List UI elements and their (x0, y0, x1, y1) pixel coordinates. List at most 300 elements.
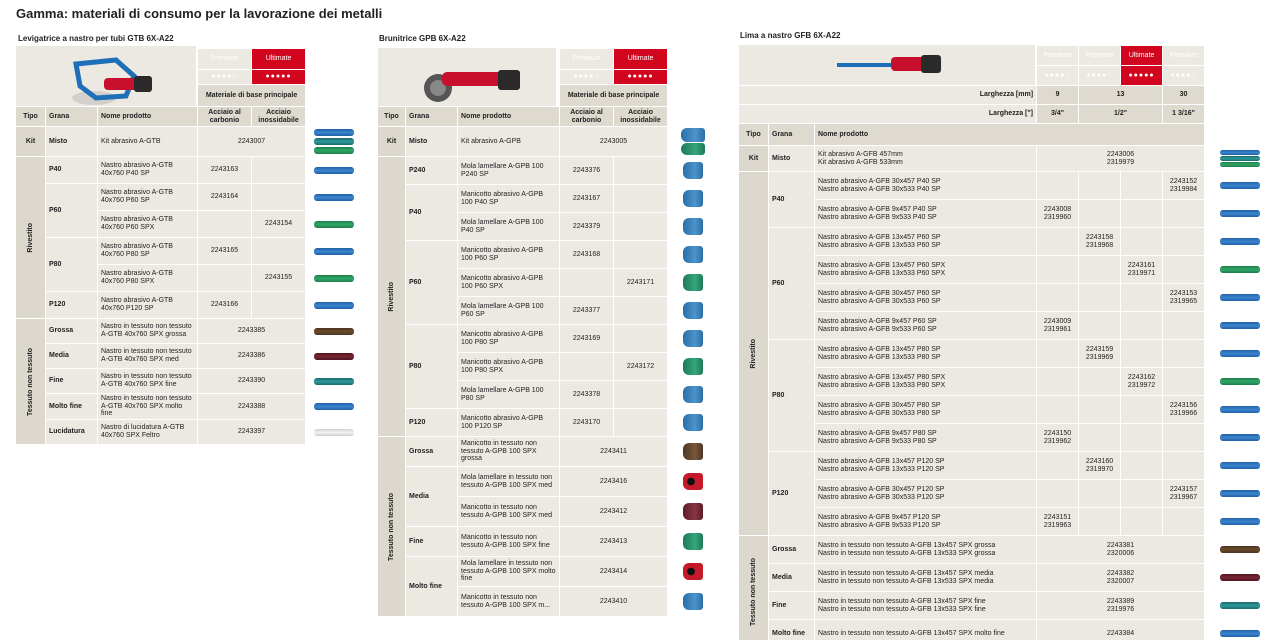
ultimate-code (614, 325, 668, 353)
product-name: Nastro abrasivo A-GFB 30x457 P120 SP Nastro abrasivo A-GFB 30x533 P120 SP (815, 480, 1037, 508)
width-code (1163, 424, 1205, 452)
width-code (1121, 200, 1163, 228)
gpb-section-title: Brunitrice GPB 6X-A22 (379, 34, 466, 43)
table-row (16, 184, 362, 211)
product-image (1205, 564, 1275, 592)
tessuto-label: Tessuto non tessuto (378, 437, 406, 617)
gpb-table (377, 48, 718, 617)
table-row (739, 480, 1275, 508)
product-name: Nastro in tessuto non tessuto A-GFB 13x457 SPX media Nastro in tessuto non tessuto A-GFB 13x533 SPX media (815, 564, 1037, 592)
premium-label: Premium (1163, 46, 1205, 66)
gfb-kit-name: Kit abrasivo A-GFB 457mm Kit abrasivo A-GFB 533mm (815, 146, 1037, 172)
product-image (1205, 536, 1275, 564)
sleeve-icon (683, 473, 703, 490)
grana-cell: Fine (46, 369, 98, 394)
width-code: 2243151 2319963 (1037, 508, 1079, 536)
table-row (378, 557, 718, 587)
premium-code: 2243163 (198, 157, 252, 184)
table-row (739, 200, 1275, 228)
grana-cell: P120 (769, 452, 815, 536)
table-row (378, 437, 718, 467)
gpb-kit-name: Kit abrasivo A-GPB (458, 127, 560, 157)
rivestito-label: Rivestito (16, 157, 46, 319)
nome-header: Nome prodotto (458, 107, 560, 127)
premium-code (560, 269, 614, 297)
product-name: Nastro abrasivo A-GTB 40x760 P60 SP (98, 184, 198, 211)
product-name: Nastro abrasivo A-GTB 40x760 P80 SP (98, 238, 198, 265)
table-row (739, 340, 1275, 368)
product-name: Nastro in tessuto non tessuto A-GTB 40x760 SPX fine (98, 369, 198, 394)
belt-icon (1220, 490, 1260, 497)
width-code (1037, 452, 1079, 480)
grana-cell: P120 (406, 409, 458, 437)
table-row (739, 508, 1275, 536)
product-name: Manicotto abrasivo A-GPB 100 P80 SP (458, 325, 560, 353)
width-code (1037, 340, 1079, 368)
carbonio-header: Acciaio al carbonio (198, 107, 252, 127)
width-code: 2243157 2319967 (1163, 480, 1205, 508)
width-code (1121, 340, 1163, 368)
belt-icon (1220, 378, 1260, 385)
belt-icon (1220, 434, 1260, 441)
product-image (668, 353, 718, 381)
tipo-header: Tipo (739, 124, 769, 146)
product-name: Nastro di lucidatura A-GTB 40x760 SPX Feltro (98, 420, 198, 445)
width-code (1121, 424, 1163, 452)
width-code (1163, 200, 1205, 228)
table-row (378, 185, 718, 213)
page-title: Gamma: materiali di consumo per la lavorazione dei metalli (16, 6, 383, 21)
width-code (1037, 396, 1079, 424)
product-image (668, 157, 718, 185)
gtb-table (15, 48, 362, 445)
product-code: 2243386 (198, 344, 306, 369)
gpb-kit-image (668, 127, 718, 157)
product-name: Nastro abrasivo A-GFB 13x457 P80 SPX Nastro abrasivo A-GFB 13x533 P80 SPX (815, 368, 1037, 396)
table-row (16, 238, 362, 265)
product-name: Nastro abrasivo A-GFB 13x457 P60 SPX Nastro abrasivo A-GFB 13x533 P60 SPX (815, 256, 1037, 284)
grana-cell: P240 (406, 157, 458, 185)
table-row (739, 452, 1275, 480)
product-name: Manicotto in tessuto non tessuto A-GPB 100 SPX grossa (458, 437, 560, 467)
ultimate-code (252, 292, 306, 319)
premium-code: 2243166 (198, 292, 252, 319)
premium-label: Premium (560, 49, 614, 70)
product-image (1205, 508, 1275, 536)
premium-code: 2243168 (560, 241, 614, 269)
grana-cell: Fine (769, 592, 815, 620)
table-row (739, 256, 1275, 284)
gtb-section-title: Levigatrice a nastro per tubi GTB 6X-A22 (18, 34, 174, 43)
gfb-kit-image (1205, 146, 1275, 172)
sleeve-icon (683, 593, 703, 610)
product-code: 2243397 (198, 420, 306, 445)
width-code (1163, 256, 1205, 284)
grana-cell: Fine (406, 527, 458, 557)
width-code (1163, 508, 1205, 536)
width-code (1037, 228, 1079, 256)
tessuto-label: Tessuto non tessuto (16, 319, 46, 445)
belt-icon (314, 429, 354, 436)
premium-code: 2243376 (560, 157, 614, 185)
grana-cell: P80 (46, 238, 98, 292)
nome-header: Nome prodotto (815, 124, 1205, 146)
inox-header: Acciaio inossidabile (614, 107, 668, 127)
ultimate-rating: ●●●●● (1121, 66, 1163, 86)
product-image (668, 325, 718, 353)
carbonio-header: Acciaio al carbonio (560, 107, 614, 127)
product-name: Mola lamellare A-GPB 100 P240 SP (458, 157, 560, 185)
grana-cell: Molto fine (46, 394, 98, 420)
gpb-kit-code: 2243005 (560, 127, 668, 157)
ultimate-rating: ●●●●● (252, 70, 306, 85)
product-image (306, 157, 362, 184)
width-code (1037, 284, 1079, 312)
premium-code (198, 211, 252, 238)
table-row (739, 312, 1275, 340)
width-code (1163, 368, 1205, 396)
rivestito-label: Rivestito (739, 172, 769, 536)
product-image (306, 420, 362, 445)
grana-cell: Media (46, 344, 98, 369)
product-name: Nastro abrasivo A-GFB 13x457 P80 SP Nastro abrasivo A-GFB 13x533 P80 SP (815, 340, 1037, 368)
rivestito-label: Rivestito (378, 157, 406, 437)
table-row (378, 409, 718, 437)
product-name: Manicotto abrasivo A-GPB 100 P60 SP (458, 241, 560, 269)
width-code (1163, 452, 1205, 480)
grana-cell: Grossa (406, 437, 458, 467)
product-name: Nastro abrasivo A-GFB 9x457 P60 SP Nastro abrasivo A-GFB 9x533 P60 SP (815, 312, 1037, 340)
table-row (739, 368, 1275, 396)
width-in-30: 1 3/16" (1163, 105, 1205, 124)
table-row (739, 172, 1275, 200)
table-row (16, 292, 362, 319)
product-code: 2243411 (560, 437, 668, 467)
product-image (306, 184, 362, 211)
table-row (16, 394, 362, 420)
premium-label: Premium (198, 49, 252, 70)
premium-code (560, 353, 614, 381)
product-image (668, 467, 718, 497)
grana-cell: P60 (769, 228, 815, 340)
table-row (16, 157, 362, 184)
product-name: Mola lamellare A-GPB 100 P60 SP (458, 297, 560, 325)
belt-icon (1220, 322, 1260, 329)
width-code (1079, 312, 1121, 340)
product-code: 2243416 (560, 467, 668, 497)
product-image (306, 265, 362, 292)
width-code: 2243009 2319961 (1037, 312, 1079, 340)
gtb-kit-image (306, 127, 362, 157)
ultimate-label: Ultimate (252, 49, 306, 70)
sleeve-icon (683, 358, 703, 375)
belt-icon (1220, 350, 1260, 357)
width-code (1079, 256, 1121, 284)
width-in-13: 1/2" (1079, 105, 1163, 124)
width-code (1037, 368, 1079, 396)
belt-icon (314, 248, 354, 255)
width-code: 2243156 2319966 (1163, 396, 1205, 424)
table-row (739, 564, 1275, 592)
product-code: 2243382 2320007 (1037, 564, 1205, 592)
product-image (668, 269, 718, 297)
product-code: 2243390 (198, 369, 306, 394)
product-name: Nastro abrasivo A-GFB 9x457 P40 SP Nastro abrasivo A-GFB 9x533 P40 SP (815, 200, 1037, 228)
ultimate-code: 2243171 (614, 269, 668, 297)
table-row (16, 369, 362, 394)
width-code (1121, 228, 1163, 256)
nome-header: Nome prodotto (98, 107, 198, 127)
table-row (739, 396, 1275, 424)
sleeve-icon (683, 246, 703, 263)
sleeve-icon (683, 190, 703, 207)
ultimate-code: 2243155 (252, 265, 306, 292)
product-name: Nastro abrasivo A-GTB 40x760 P60 SPX (98, 211, 198, 238)
width-code (1121, 508, 1163, 536)
width-code (1037, 256, 1079, 284)
table-row (739, 284, 1275, 312)
product-image (668, 185, 718, 213)
kit-grana: Misto (46, 127, 98, 157)
width-code (1121, 396, 1163, 424)
materiale-header: Materiale di base principale (560, 85, 668, 107)
belt-icon (1220, 574, 1260, 581)
ultimate-code (614, 185, 668, 213)
product-name: Nastro in tessuto non tessuto A-GFB 13x457 SPX fine Nastro in tessuto non tessuto A-GFB 13x533 SPX fine (815, 592, 1037, 620)
product-image (1205, 452, 1275, 480)
sleeve-icon (683, 330, 703, 347)
product-image (1205, 368, 1275, 396)
tipo-header: Tipo (378, 107, 406, 127)
premium-code: 2243164 (198, 184, 252, 211)
premium-code: 2243167 (560, 185, 614, 213)
ultimate-code (252, 238, 306, 265)
table-row (739, 536, 1275, 564)
table-row (739, 424, 1275, 452)
product-name: Nastro abrasivo A-GFB 30x457 P80 SP Nastro abrasivo A-GFB 30x533 P80 SP (815, 396, 1037, 424)
ultimate-code (614, 409, 668, 437)
table-row (739, 228, 1275, 256)
width-mm-30: 30 (1163, 86, 1205, 105)
ultimate-label: Ultimate (614, 49, 668, 70)
grana-cell: P80 (769, 340, 815, 452)
sleeve-icon (683, 302, 703, 319)
width-code (1079, 424, 1121, 452)
grana-cell: Media (769, 564, 815, 592)
premium-code: 2243169 (560, 325, 614, 353)
premium-code: 2243170 (560, 409, 614, 437)
grana-header: Grana (406, 107, 458, 127)
grana-cell: Molto fine (769, 620, 815, 640)
premium-code: 2243165 (198, 238, 252, 265)
table-row (378, 527, 718, 557)
product-image (668, 557, 718, 587)
belt-icon (1220, 630, 1260, 637)
grana-cell: Lucidatura (46, 420, 98, 445)
gfb-section-title: Lima a nastro GFB 6X-A22 (740, 31, 841, 40)
grana-cell: Media (406, 467, 458, 527)
belt-icon (1220, 406, 1260, 413)
materiale-header: Materiale di base principale (198, 85, 306, 107)
table-row (739, 592, 1275, 620)
gfb-table (738, 45, 1275, 640)
belt-icon (1220, 546, 1260, 553)
ultimate-code: 2243154 (252, 211, 306, 238)
premium-code (198, 265, 252, 292)
product-name: Nastro in tessuto non tessuto A-GFB 13x457 SPX grossa Nastro in tessuto non tessuto A-GFB 13x533 SPX grossa (815, 536, 1037, 564)
ultimate-code (614, 241, 668, 269)
premium-code: 2243379 (560, 213, 614, 241)
product-name: Mola lamellare in tessuto non tessuto A-GPB 100 SPX med (458, 467, 560, 497)
product-code: 2243385 (198, 319, 306, 344)
premium-rating: ●●●●○ (198, 70, 252, 85)
grana-cell: Molto fine (406, 557, 458, 617)
product-name: Manicotto abrasivo A-GPB 100 P60 SPX (458, 269, 560, 297)
premium-rating: ●●●●○ (560, 70, 614, 85)
ultimate-code (614, 297, 668, 325)
product-image (306, 319, 362, 344)
belt-icon (314, 194, 354, 201)
width-code: 2243162 2319972 (1121, 368, 1163, 396)
width-code (1121, 480, 1163, 508)
width-code: 2243158 2319968 (1079, 228, 1121, 256)
product-image (668, 409, 718, 437)
width-in-9: 3/4" (1037, 105, 1079, 124)
premium-rating: ●●●●○ (1079, 66, 1121, 86)
width-code (1121, 284, 1163, 312)
sleeve-icon (683, 563, 703, 580)
belt-icon (1220, 210, 1260, 217)
table-row (16, 344, 362, 369)
width-code: 2243153 2319965 (1163, 284, 1205, 312)
belt-icon (314, 302, 354, 309)
product-code: 2243388 (198, 394, 306, 420)
width-code (1163, 228, 1205, 256)
table-row (739, 620, 1275, 640)
product-name: Manicotto abrasivo A-GPB 100 P40 SP (458, 185, 560, 213)
width-code: 2243161 2319971 (1121, 256, 1163, 284)
product-image (1205, 480, 1275, 508)
larghezza-in-label: Larghezza ["] (739, 105, 1037, 124)
table-row (378, 241, 718, 269)
product-image (1205, 340, 1275, 368)
width-code (1121, 452, 1163, 480)
width-code: 2243160 2319970 (1079, 452, 1121, 480)
ultimate-code (614, 381, 668, 409)
product-image (306, 238, 362, 265)
ultimate-code (614, 213, 668, 241)
sleeve-icon (683, 386, 703, 403)
product-image (306, 211, 362, 238)
product-name: Nastro in tessuto non tessuto A-GFB 13x457 SPX molto fine (815, 620, 1037, 640)
product-image (668, 241, 718, 269)
product-image (306, 344, 362, 369)
product-code: 2243381 2320006 (1037, 536, 1205, 564)
belt-icon (314, 328, 354, 335)
ultimate-label: Ultimate (1121, 46, 1163, 66)
product-name: Manicotto in tessuto non tessuto A-GPB 100 SPX m... (458, 587, 560, 617)
belt-icon (314, 275, 354, 282)
belt-icon (1220, 518, 1260, 525)
width-code (1037, 480, 1079, 508)
belt-icon (314, 167, 354, 174)
product-image (668, 527, 718, 557)
product-code: 2243389 2319976 (1037, 592, 1205, 620)
product-image (306, 292, 362, 319)
product-name: Nastro abrasivo A-GFB 30x457 P60 SP Nastro abrasivo A-GFB 30x533 P60 SP (815, 284, 1037, 312)
belt-icon (1220, 182, 1260, 189)
premium-code: 2243378 (560, 381, 614, 409)
belt-icon (1220, 294, 1260, 301)
gtb-kit-name: Kit abrasivo A-GTB (98, 127, 198, 157)
product-name: Manicotto abrasivo A-GPB 100 P120 SP (458, 409, 560, 437)
belt-icon (1220, 266, 1260, 273)
width-code (1121, 312, 1163, 340)
sleeve-icon (683, 218, 703, 235)
gfb-kit-code: 2243006 2319979 (1037, 146, 1205, 172)
width-code (1079, 396, 1121, 424)
width-mm-9: 9 (1037, 86, 1079, 105)
product-code: 2243413 (560, 527, 668, 557)
product-name: Manicotto in tessuto non tessuto A-GPB 100 SPX fine (458, 527, 560, 557)
product-image (1205, 396, 1275, 424)
ultimate-code (252, 184, 306, 211)
belt-icon (314, 403, 354, 410)
grana-cell: P40 (406, 185, 458, 241)
product-name: Mola lamellare in tessuto non tessuto A-GPB 100 SPX molto fine (458, 557, 560, 587)
product-name: Nastro abrasivo A-GFB 30x457 P40 SP Nastro abrasivo A-GFB 30x533 P40 SP (815, 172, 1037, 200)
product-name: Nastro abrasivo A-GTB 40x760 P80 SPX (98, 265, 198, 292)
width-code: 2243152 2319984 (1163, 172, 1205, 200)
gtb-kit-code: 2243007 (198, 127, 306, 157)
product-image (1205, 200, 1275, 228)
product-name: Mola lamellare A-GPB 100 P80 SP (458, 381, 560, 409)
premium-label: Premium (1079, 46, 1121, 66)
tipo-header: Tipo (16, 107, 46, 127)
grana-cell: P120 (46, 292, 98, 319)
belt-icon (1220, 602, 1260, 609)
sleeve-icon (683, 162, 703, 179)
belt-icon (1220, 238, 1260, 245)
product-image (1205, 228, 1275, 256)
ultimate-code: 2243172 (614, 353, 668, 381)
width-code: 2243150 2319962 (1037, 424, 1079, 452)
product-image (1205, 312, 1275, 340)
width-code (1079, 284, 1121, 312)
belt-icon (314, 378, 354, 385)
product-code: 2243412 (560, 497, 668, 527)
kit-label: Kit (739, 146, 769, 172)
product-name: Nastro in tessuto non tessuto A-GTB 40x760 SPX med (98, 344, 198, 369)
table-row (378, 467, 718, 497)
table-row (378, 325, 718, 353)
belt-icon (314, 353, 354, 360)
grana-cell: P60 (46, 184, 98, 238)
product-name: Nastro abrasivo A-GFB 9x457 P120 SP Nastro abrasivo A-GFB 9x533 P120 SP (815, 508, 1037, 536)
grana-header: Grana (769, 124, 815, 146)
product-image (668, 437, 718, 467)
grana-cell: P60 (406, 241, 458, 325)
product-name: Nastro in tessuto non tessuto A-GTB 40x760 SPX molto fine (98, 394, 198, 420)
width-code: 2243008 2319960 (1037, 200, 1079, 228)
grana-cell: Grossa (769, 536, 815, 564)
sleeve-icon (683, 414, 703, 431)
width-code (1079, 172, 1121, 200)
kit-grana: Misto (769, 146, 815, 172)
width-code (1163, 312, 1205, 340)
product-image (668, 297, 718, 325)
premium-rating: ●●●●○ (1163, 66, 1205, 86)
